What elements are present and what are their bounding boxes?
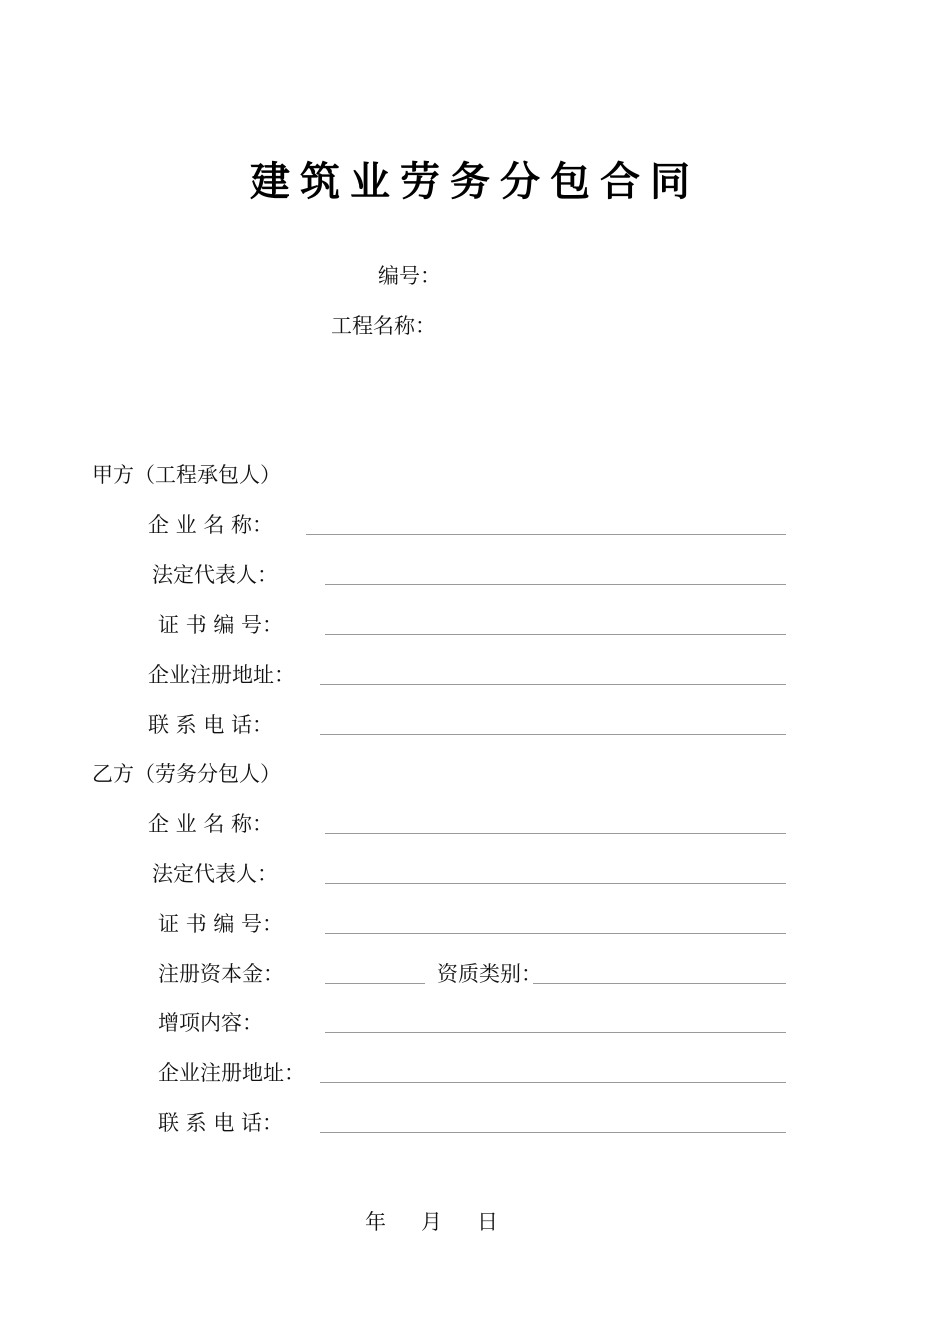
party-b-qualification-label: 资质类别： [437, 962, 542, 986]
party-a-company-name-label: 企 业 名 称： [148, 513, 274, 537]
party-b-registered-capital-field[interactable] [325, 983, 425, 984]
party-a-company-name-field[interactable] [306, 534, 786, 535]
party-b-certificate-no-field[interactable] [325, 933, 786, 934]
party-a-phone-label: 联 系 电 话： [148, 713, 274, 737]
party-b-heading: 乙方（劳务分包人） [92, 762, 281, 786]
party-a-phone-field[interactable] [320, 734, 786, 735]
date-day-label: 日 [477, 1210, 498, 1234]
party-a-registered-address-field[interactable] [320, 684, 786, 685]
party-b-registered-capital-label: 注册资本金： [158, 962, 284, 986]
project-name-label: 工程名称： [331, 314, 436, 338]
date-year-label: 年 [365, 1210, 386, 1234]
party-a-certificate-no-field[interactable] [325, 634, 786, 635]
party-a-legal-rep-label: 法定代表人： [152, 563, 278, 587]
party-b-company-name-label: 企 业 名 称： [148, 812, 274, 836]
party-b-certificate-no-label: 证 书 编 号： [158, 912, 284, 936]
party-b-additional-items-label: 增项内容： [158, 1011, 263, 1035]
party-a-legal-rep-field[interactable] [325, 584, 786, 585]
party-b-phone-label: 联 系 电 话： [158, 1111, 284, 1135]
party-b-company-name-field[interactable] [325, 833, 786, 834]
party-b-qualification-field[interactable] [533, 983, 786, 984]
party-b-additional-items-field[interactable] [325, 1032, 786, 1033]
party-b-legal-rep-label: 法定代表人： [152, 862, 278, 886]
party-b-phone-field[interactable] [320, 1132, 786, 1133]
party-a-heading: 甲方（工程承包人） [92, 463, 281, 487]
party-b-legal-rep-field[interactable] [325, 883, 786, 884]
contract-number-label: 编号： [378, 264, 441, 288]
document-title: 建筑业劳务分包合同 [250, 159, 700, 205]
party-a-registered-address-label: 企业注册地址： [148, 663, 295, 687]
party-a-certificate-no-label: 证 书 编 号： [158, 613, 284, 637]
party-b-registered-address-label: 企业注册地址： [158, 1061, 305, 1085]
party-b-registered-address-field[interactable] [320, 1082, 786, 1083]
date-month-label: 月 [421, 1210, 442, 1234]
